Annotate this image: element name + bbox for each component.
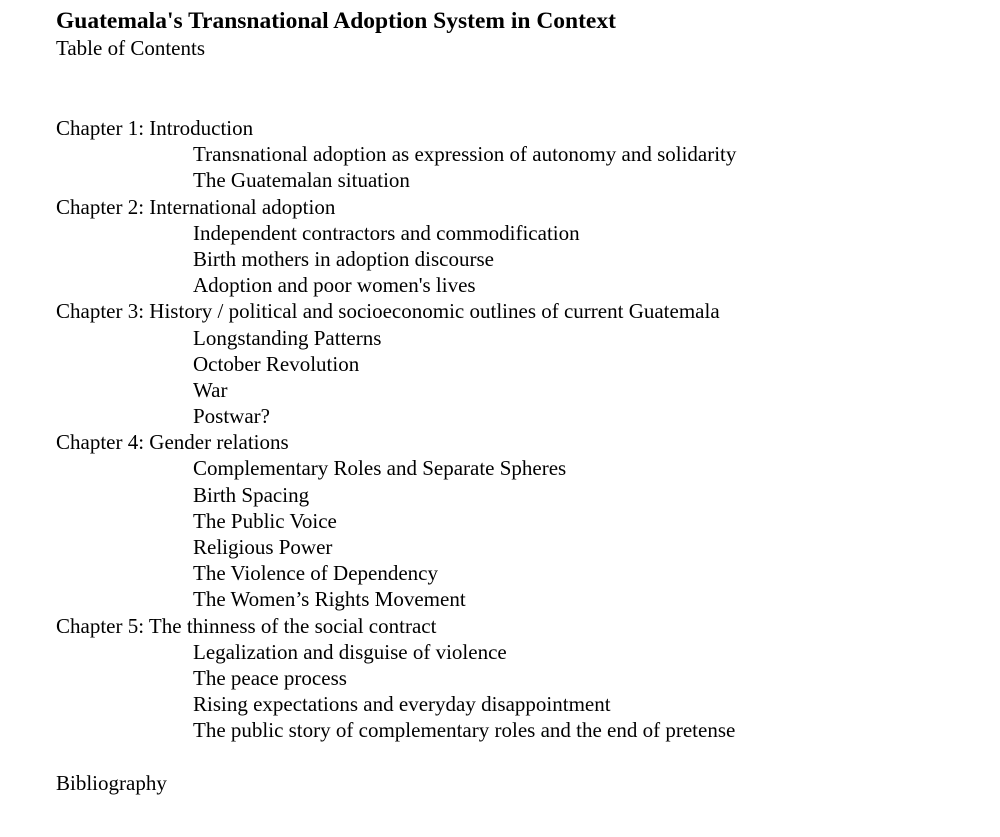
chapter-1-section-1: Transnational adoption as expression of autonomy and solidarity: [193, 142, 737, 167]
toc-heading: Table of Contents: [56, 36, 205, 60]
chapter-5-section-4: The public story of complementary roles and the end of pretense: [193, 718, 736, 743]
bibliography-entry: Bibliography: [56, 770, 167, 795]
document-title: Guatemala's Transnational Adoption System in Context: [56, 8, 616, 34]
chapter-4-section-2: Birth Spacing: [193, 482, 310, 507]
chapter-5-section-3: Rising expectations and everyday disappointment: [193, 692, 611, 717]
chapter-2-section-2: Birth mothers in adoption discourse: [193, 246, 494, 271]
chapter-4-section-5: The Violence of Dependency: [193, 561, 438, 586]
chapter-1-section-2: The Guatemalan situation: [193, 168, 410, 193]
chapter-1-title: Chapter 1: Introduction: [56, 116, 254, 140]
chapter-3-section-1: Longstanding Patterns: [193, 325, 382, 350]
chapter-4-section-6: The Women’s Rights Movement: [193, 587, 466, 612]
chapter-2-title: Chapter 2: International adoption: [56, 194, 336, 219]
chapter-5-title: Chapter 5: The thinness of the social contract: [56, 613, 437, 638]
document: [56, 6, 956, 796]
chapter-4-title: Chapter 4: Gender relations: [56, 430, 289, 455]
chapter-4-section-3: The Public Voice: [193, 508, 337, 533]
chapter-5-section-1: Legalization and disguise of violence: [193, 639, 507, 664]
chapter-2-section-1: Independent contractors and commodification: [193, 220, 580, 245]
chapter-3-section-3: War: [193, 377, 228, 402]
chapter-3-section-4: Postwar?: [193, 404, 270, 429]
chapter-4-section-1: Complementary Roles and Separate Spheres: [193, 456, 567, 481]
chapter-3-section-2: October Revolution: [193, 351, 360, 376]
chapter-2-section-3: Adoption and poor women's lives: [193, 273, 476, 298]
chapter-5-section-2: The peace process: [193, 665, 347, 690]
chapter-4-section-4: Religious Power: [193, 535, 333, 559]
chapter-3-title: Chapter 3: History / political and socioeconomic outlines of current Guatemala: [56, 299, 720, 324]
table-of-contents: [56, 115, 956, 744]
